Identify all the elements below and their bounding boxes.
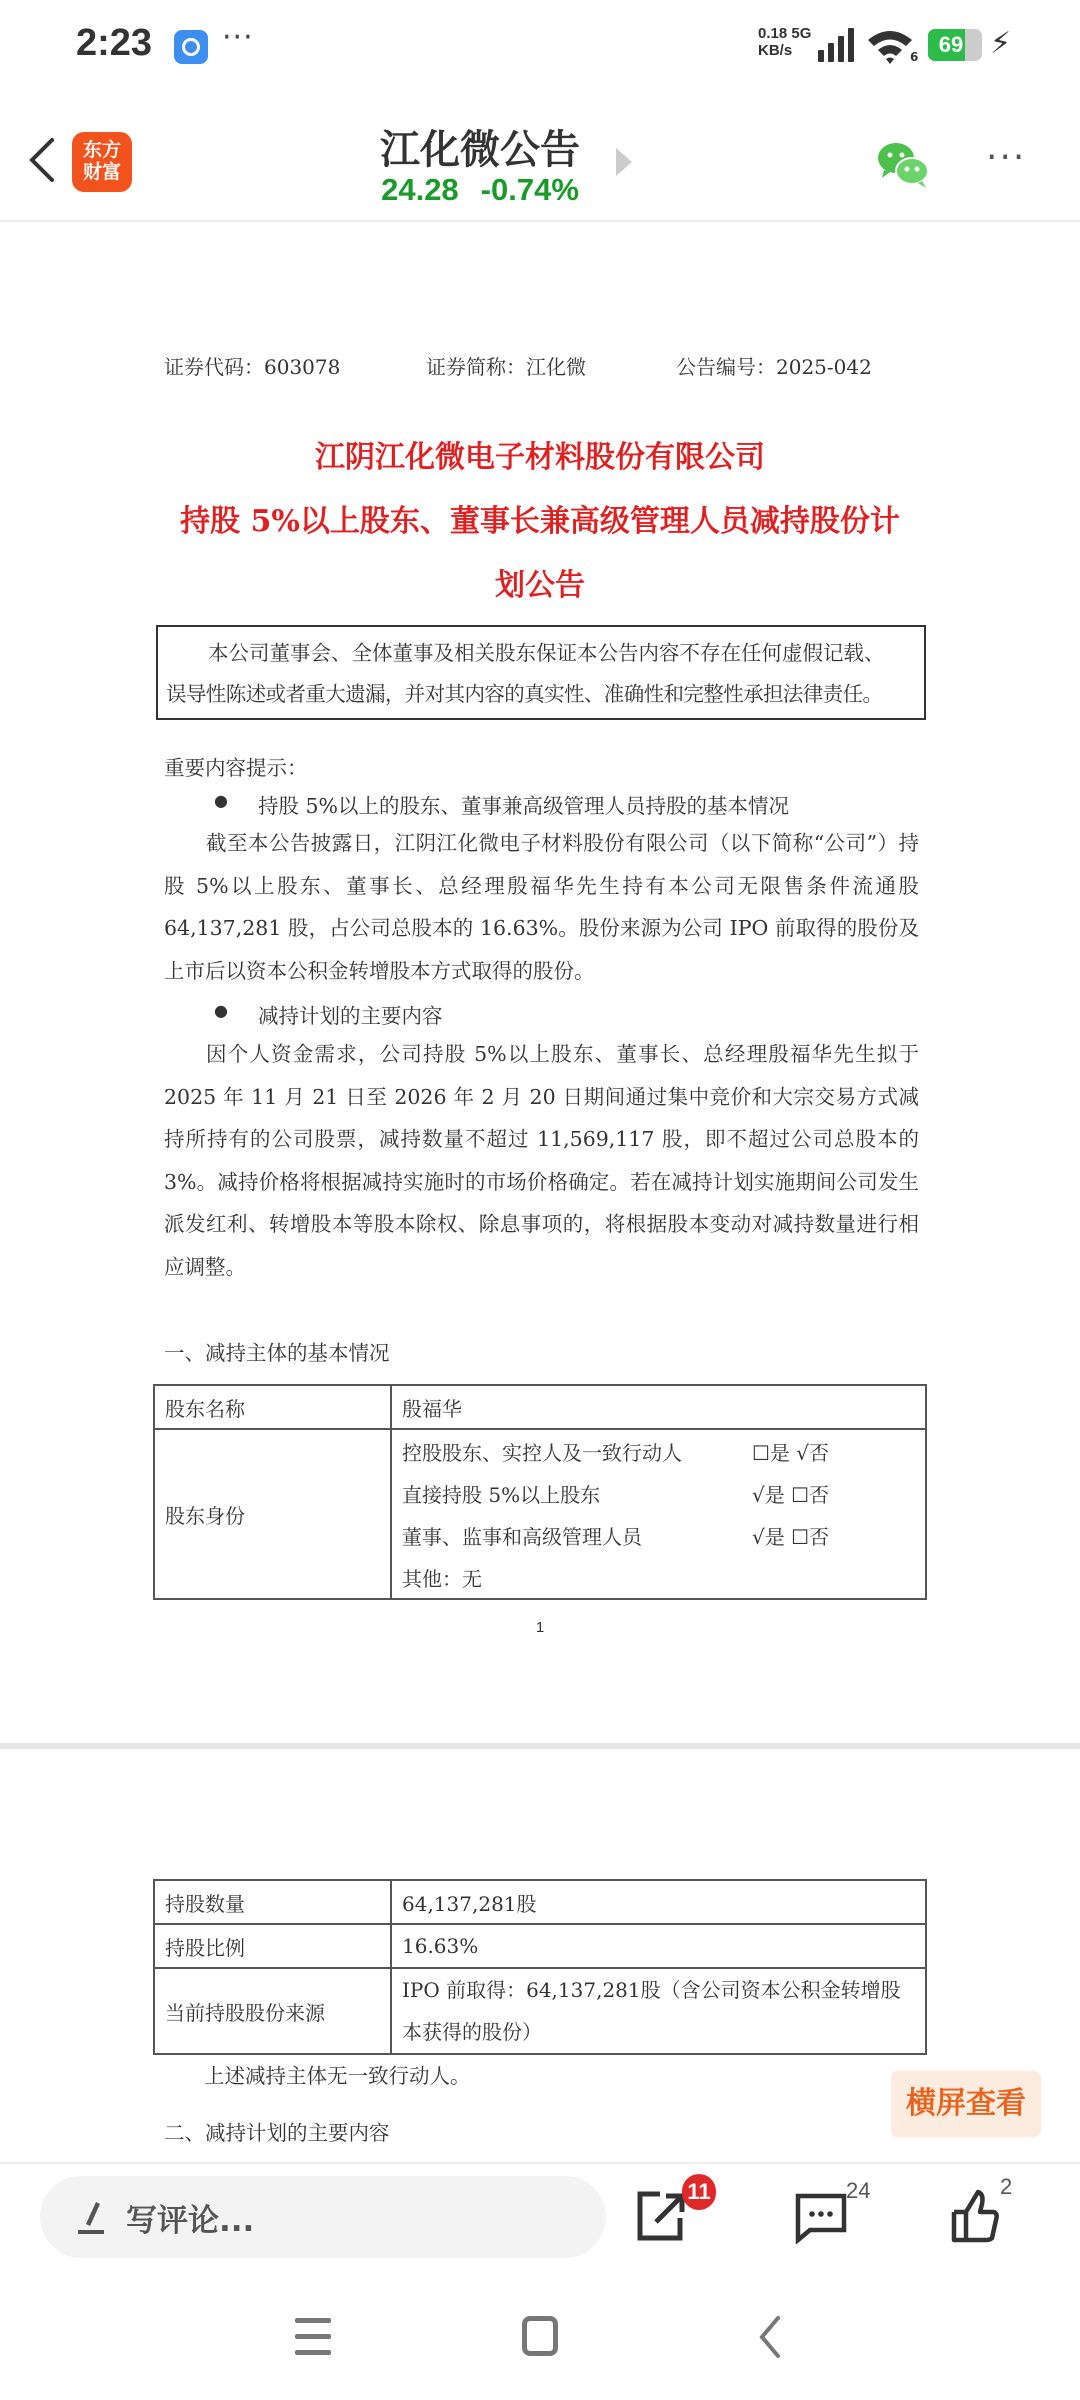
wifi-icon	[866, 28, 919, 72]
stock-change: -0.74%	[480, 172, 579, 207]
status-bar	[0, 0, 1080, 90]
identity-option: √是 ☐否	[752, 1524, 830, 1549]
table-cell-label: 持股数量	[154, 1880, 391, 1924]
stock-price: 24.28	[381, 172, 459, 207]
identity-label: 直接持股 5%以上股东	[402, 1482, 601, 1507]
identity-label: 董事、监事和高级管理人员	[402, 1524, 642, 1549]
page-number: 1	[535, 1619, 545, 1636]
table-row	[154, 1385, 926, 1429]
system-nav-bar	[0, 2300, 1080, 2400]
table-cell-value: 16.63%	[391, 1924, 926, 1968]
identity-row	[402, 1472, 915, 1514]
tips-heading: 重要内容提示：	[164, 756, 308, 780]
table-cell-label: 股东身份	[154, 1429, 391, 1599]
stock-short-name: 证券简称：江化微	[426, 355, 586, 379]
identity-row	[402, 1556, 915, 1598]
thumbs-up-icon	[950, 2188, 1006, 2244]
comment-input[interactable]	[40, 2176, 606, 2258]
app-notification-icon	[174, 30, 208, 64]
recent-apps-button[interactable]	[295, 2318, 333, 2358]
wifi-level: 6	[910, 50, 919, 64]
pencil-icon	[76, 2196, 106, 2236]
chevron-left-icon	[18, 130, 68, 190]
identity-cell	[391, 1429, 926, 1599]
document-title-line3: 划公告	[495, 568, 585, 603]
page-divider	[0, 1743, 1080, 1749]
page-title: 江化微公告	[380, 127, 580, 173]
more-notifications-icon: ···	[222, 20, 254, 55]
disclaimer-line2: 误导性陈述或者重大遗漏，并对其内容的真实性、准确性和完整性承担法律责任。	[166, 682, 883, 706]
logo-text-2: 财富	[82, 161, 121, 183]
identity-option: ☐是 √否	[752, 1440, 830, 1465]
identity-row	[402, 1430, 915, 1472]
wechat-icon	[876, 140, 932, 190]
section-heading: 一、减持主体的基本情况	[164, 1341, 390, 1365]
caret-right-icon[interactable]	[616, 148, 632, 176]
table-cell-label: 持股比例	[154, 1924, 391, 1968]
table-cell-value: 64,137,281股	[391, 1880, 926, 1924]
disclaimer-box	[156, 625, 926, 720]
landscape-view-button[interactable]: 横屏查看	[891, 2071, 1041, 2137]
logo-text-1: 东方	[82, 139, 121, 161]
table-row	[154, 1968, 926, 2054]
identity-label: 其他：无	[402, 1566, 482, 1591]
share-badge: 11	[682, 2174, 716, 2210]
app-logo[interactable]	[72, 132, 132, 192]
table-row	[154, 1429, 926, 1599]
stock-code: 证券代码：603078	[164, 355, 341, 379]
table-cell-label: 股东名称	[154, 1385, 391, 1429]
comment-count: 24	[846, 2178, 871, 2203]
section-heading: 二、减持计划的主要内容	[164, 2121, 390, 2145]
app-header	[0, 110, 1080, 222]
more-options-button[interactable]: ···	[986, 137, 1027, 178]
like-count: 2	[1000, 2174, 1013, 2199]
network-type: 5G	[791, 25, 812, 42]
net-speed-unit: KB/s	[758, 42, 793, 59]
like-button[interactable]	[950, 2174, 1013, 2244]
system-back-button[interactable]	[752, 2314, 788, 2360]
status-time: 2:23	[76, 22, 153, 64]
document-title-line1: 江阴江化微电子材料股份有限公司	[315, 440, 765, 475]
bullet-text: 减持计划的主要内容	[258, 1004, 443, 1028]
back-button[interactable]	[18, 130, 68, 190]
comment-icon	[794, 2188, 850, 2244]
disclaimer-line1: 本公司董事会、全体董事及相关股东保证本公告内容不存在任何虚假记载、	[208, 641, 885, 665]
share-button[interactable]	[634, 2179, 711, 2244]
paragraph-plan: 因个人资金需求，公司持股 5%以上股东、董事长、总经理殷福华先生拟于 2025 年 11 月 21 日至 2026 年 2 月 20 日期间通过集中竞价和大宗交易方式减持所持有的公司股票，减持数量不超过 11,569,117 股，即不超过公司总股本的 3%。减持价格将根据减持实施时的市场价格确定。若在减持计划实施期间公司发生派发红利、转增股本等股本除权、除息事项的，将根据股本变动对减持数量进行相应调整。	[164, 1042, 919, 1279]
after-table-text: 上述减持主体无一致行动人。	[204, 2064, 471, 2088]
comments-button[interactable]	[794, 2178, 871, 2244]
comment-placeholder: 写评论...	[126, 2203, 255, 2239]
identity-row	[402, 1514, 915, 1556]
battery-level: 69	[938, 32, 964, 57]
charging-icon: ⚡	[990, 26, 1012, 61]
holdings-table	[153, 1879, 927, 2055]
document-title-line2: 持股 5%以上股东、董事长兼高级管理人员减持股份计	[180, 504, 900, 539]
signal-icon	[818, 28, 858, 62]
stock-quote[interactable]	[300, 172, 660, 208]
table-cell-value: 殷福华	[391, 1385, 926, 1429]
back-arrow-icon	[752, 2314, 788, 2360]
identity-option: √是 ☐否	[752, 1482, 830, 1507]
home-button[interactable]	[522, 2316, 558, 2356]
notice-number: 公告编号：2025-042	[676, 355, 872, 379]
identity-label: 控股股东、实控人及一致行动人	[402, 1440, 682, 1465]
table-row	[154, 1924, 926, 1968]
network-speed	[758, 25, 811, 59]
table-row	[154, 1880, 926, 1924]
bullet-text: 持股 5%以上的股东、董事兼高级管理人员持股的基本情况	[258, 794, 790, 818]
bullet-item	[218, 999, 443, 1029]
table-cell-value: IPO 前取得：64,137,281股（含公司资本公积金转增股本获得的股份）	[391, 1968, 926, 2054]
table-cell-label: 当前持股股份来源	[154, 1968, 391, 2054]
wechat-share-button[interactable]	[876, 140, 932, 190]
shareholder-table	[153, 1384, 927, 1600]
bottom-action-bar	[0, 2162, 1080, 2300]
bullet-item	[218, 789, 789, 819]
net-speed-value: 0.18	[758, 25, 788, 42]
paragraph-holdings: 截至本公告披露日，江阴江化微电子材料股份有限公司（以下简称“公司”）持股 5%以上股东、董事长、总经理殷福华先生持有本公司无限售条件流通股 64,137,281 股，占公司总股本的 16.63%。股份来源为公司 IPO 前取得的股份及上市后以资本公积金转增股本方式取得的股份。	[164, 831, 919, 983]
battery-icon	[928, 29, 982, 61]
